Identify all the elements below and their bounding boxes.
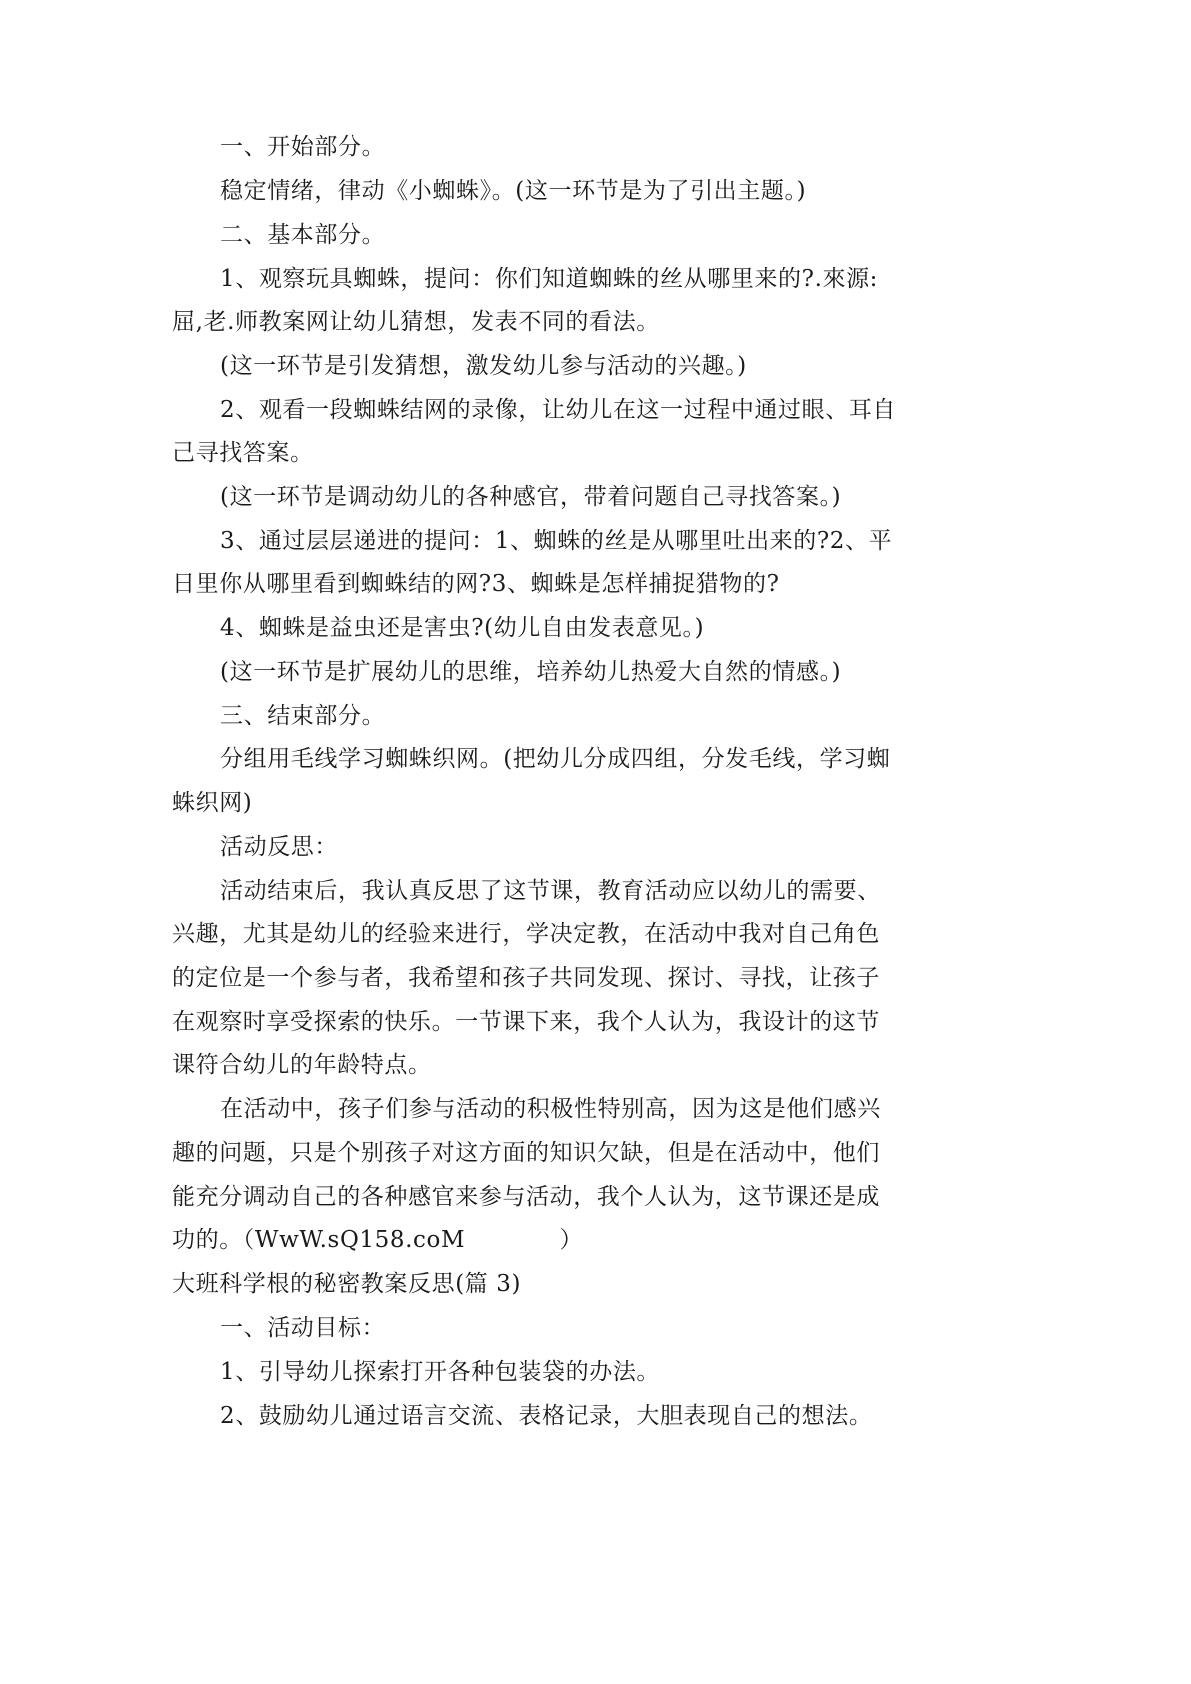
paragraph-line: 课符合幼儿的年龄特点。 bbox=[172, 1052, 432, 1078]
paragraph-line: 屈,老.师教案网让幼儿猜想，发表不同的看法。 bbox=[172, 309, 660, 335]
article-title: 大班科学根的秘密教案反思(篇 3) bbox=[172, 1271, 522, 1297]
section-heading-end: 三、结束部分。 bbox=[220, 703, 386, 729]
paragraph-line: 2、鼓励幼儿通过语言交流、表格记录，大胆表现自己的想法。 bbox=[220, 1403, 873, 1429]
paragraph-line: 4、蜘蛛是益虫还是害虫?(幼儿自由发表意见。) bbox=[220, 615, 705, 641]
paragraph-line: 趣的问题，只是个别孩子对这方面的知识欠缺，但是在活动中，他们 bbox=[172, 1140, 880, 1166]
section-heading-objectives: 一、活动目标： bbox=[220, 1315, 386, 1341]
paragraph-line: 功的。（WwW.sQ158.coM ） bbox=[172, 1227, 584, 1253]
paragraph-line: 1、引导幼儿探索打开各种包装袋的办法。 bbox=[220, 1359, 661, 1385]
paragraph-line: (这一环节是引发猜想，激发幼儿参与活动的兴趣。) bbox=[220, 353, 747, 379]
paragraph-line: (这一环节是调动幼儿的各种感官，带着问题自己寻找答案。) bbox=[220, 484, 842, 510]
paragraph-line: 己寻找答案。 bbox=[172, 440, 314, 466]
reflection-heading: 活动反思： bbox=[220, 834, 338, 860]
paragraph-line: 活动结束后，我认真反思了这节课，教育活动应以幼儿的需要、 bbox=[220, 878, 881, 904]
paragraph-line: 1、观察玩具蜘蛛，提问：你们知道蜘蛛的丝从哪里来的?.來源: bbox=[220, 266, 879, 292]
paragraph-line: 2、观看一段蜘蛛结网的录像，让幼儿在这一过程中通过眼、耳自 bbox=[220, 397, 897, 423]
paragraph-line: 在活动中，孩子们参与活动的积极性特别高，因为这是他们感兴 bbox=[220, 1096, 881, 1122]
paragraph-line: (这一环节是扩展幼儿的思维，培养幼儿热爱大自然的情感。) bbox=[220, 659, 842, 685]
paragraph-line: 日里你从哪里看到蜘蛛结的网?3、蜘蛛是怎样捕捉猎物的? bbox=[172, 571, 780, 597]
paragraph-line: 的定位是一个参与者，我希望和孩子共同发现、探讨、寻找，让孩子 bbox=[172, 965, 880, 991]
paragraph-line: 分组用毛线学习蜘蛛织网。(把幼儿分成四组，分发毛线，学习蜘 bbox=[220, 746, 891, 772]
paragraph-line: 3、通过层层递进的提问：1、蜘蛛的丝是从哪里吐出来的?2、平 bbox=[220, 528, 893, 554]
paragraph-line: 能充分调动自己的各种感官来参与活动，我个人认为，这节课还是成 bbox=[172, 1184, 880, 1210]
paragraph-line: 兴趣，尤其是幼儿的经验来进行，学决定教，在活动中我对自己角色 bbox=[172, 921, 880, 947]
section-heading-basic: 二、基本部分。 bbox=[220, 222, 386, 248]
paragraph-line: 稳定情绪，律动《小蜘蛛》。(这一环节是为了引出主题。) bbox=[220, 178, 807, 204]
paragraph-line: 蛛织网) bbox=[172, 790, 253, 816]
paragraph-line: 在观察时享受探索的快乐。一节课下来，我个人认为，我设计的这节 bbox=[172, 1009, 880, 1035]
section-heading-start: 一、开始部分。 bbox=[220, 134, 386, 160]
